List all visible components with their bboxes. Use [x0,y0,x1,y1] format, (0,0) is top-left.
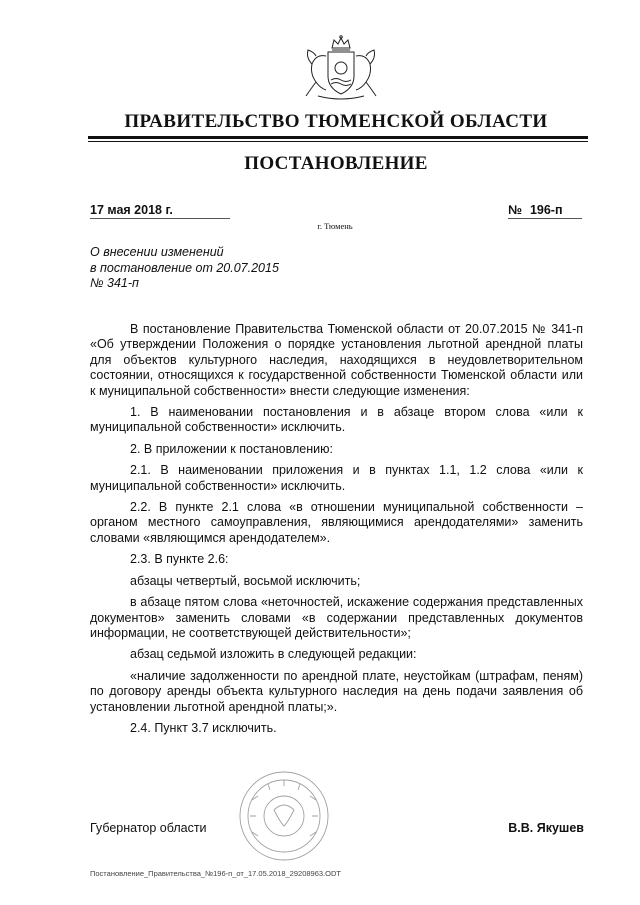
official-seal-icon [238,770,330,862]
document-body [90,322,583,742]
body-paragraph: 2.4. Пункт 3.7 исключить. [130,720,277,735]
body-paragraph: абзацы четвертый, восьмой исключить; [130,573,361,588]
header-rule-thin [88,141,588,142]
government-title: ПРАВИТЕЛЬСТВО ТЮМЕНСКОЙ ОБЛАСТИ [124,111,548,132]
signer-post: Губернатор области [90,821,207,835]
body-paragraph: 2.1. В наименовании приложения и в пунктах 1.1, 1.2 слова «или к муниципальной собственности» исключить. [90,463,583,493]
body-paragraph: в абзаце пятом слова «неточностей, искажение содержания представленных документов» заменить словами «в содержании представленных документов информации, не соответствующей действительности»; [90,595,583,640]
body-paragraph: В постановление Правительства Тюменской области от 20.07.2015 № 341-п «Об утверждении Положения о порядке установления льготной арендной платы для объектов культурного наследия, находящихся в неудовлетворительном состоянии, относящихся к государственной собственности Тюменской области или к муниципальной собственности» внести следующие изменения: [90,322,583,398]
header-rule-thick [88,136,588,139]
document-number: 196-п [529,203,563,217]
body-paragraph: 2.2. В пункте 2.1 слова «в отношении муниципальной собственности – органом местного самоуправления, являющимися арендодателями» заменить словами «являющимся арендодателем». [90,500,583,545]
body-paragraph: «наличие задолженности по арендной плате, неустойкам (штрафам, пеням) по договору аренды объекта культурного наследия на день подачи заявления об установлении льготной арендной платы;». [90,668,583,714]
body-paragraph: 2.3. В пункте 2.6: [130,552,229,567]
subject-line: № 341-п [90,276,139,290]
document-subject [90,245,390,292]
body-paragraph: 2. В приложении к постановлению: [130,441,333,456]
signature-row [90,821,584,841]
coat-of-arms-icon [298,34,384,102]
signer-name: В.В. Якушев [508,821,584,835]
city-name: г. Тюмень [317,221,353,231]
document-type: ПОСТАНОВЛЕНИЕ [244,153,428,174]
document-date: 17 мая 2018 г. [90,203,230,219]
body-paragraph: абзац седьмой изложить в следующей редакции: [130,647,417,662]
body-paragraph: 1. В наименовании постановления и в абзаце втором слова «или к муниципальной собственности» исключить. [90,405,583,435]
document-number-field [508,203,582,219]
subject-line: в постановление от 20.07.2015 [90,260,279,275]
number-sign: № [508,203,522,217]
subject-line: О внесении изменений [90,245,224,259]
footer-file-name: Постановление_Правительства_№196-п_от_17.05.2018_29208963.ODT [90,869,341,878]
